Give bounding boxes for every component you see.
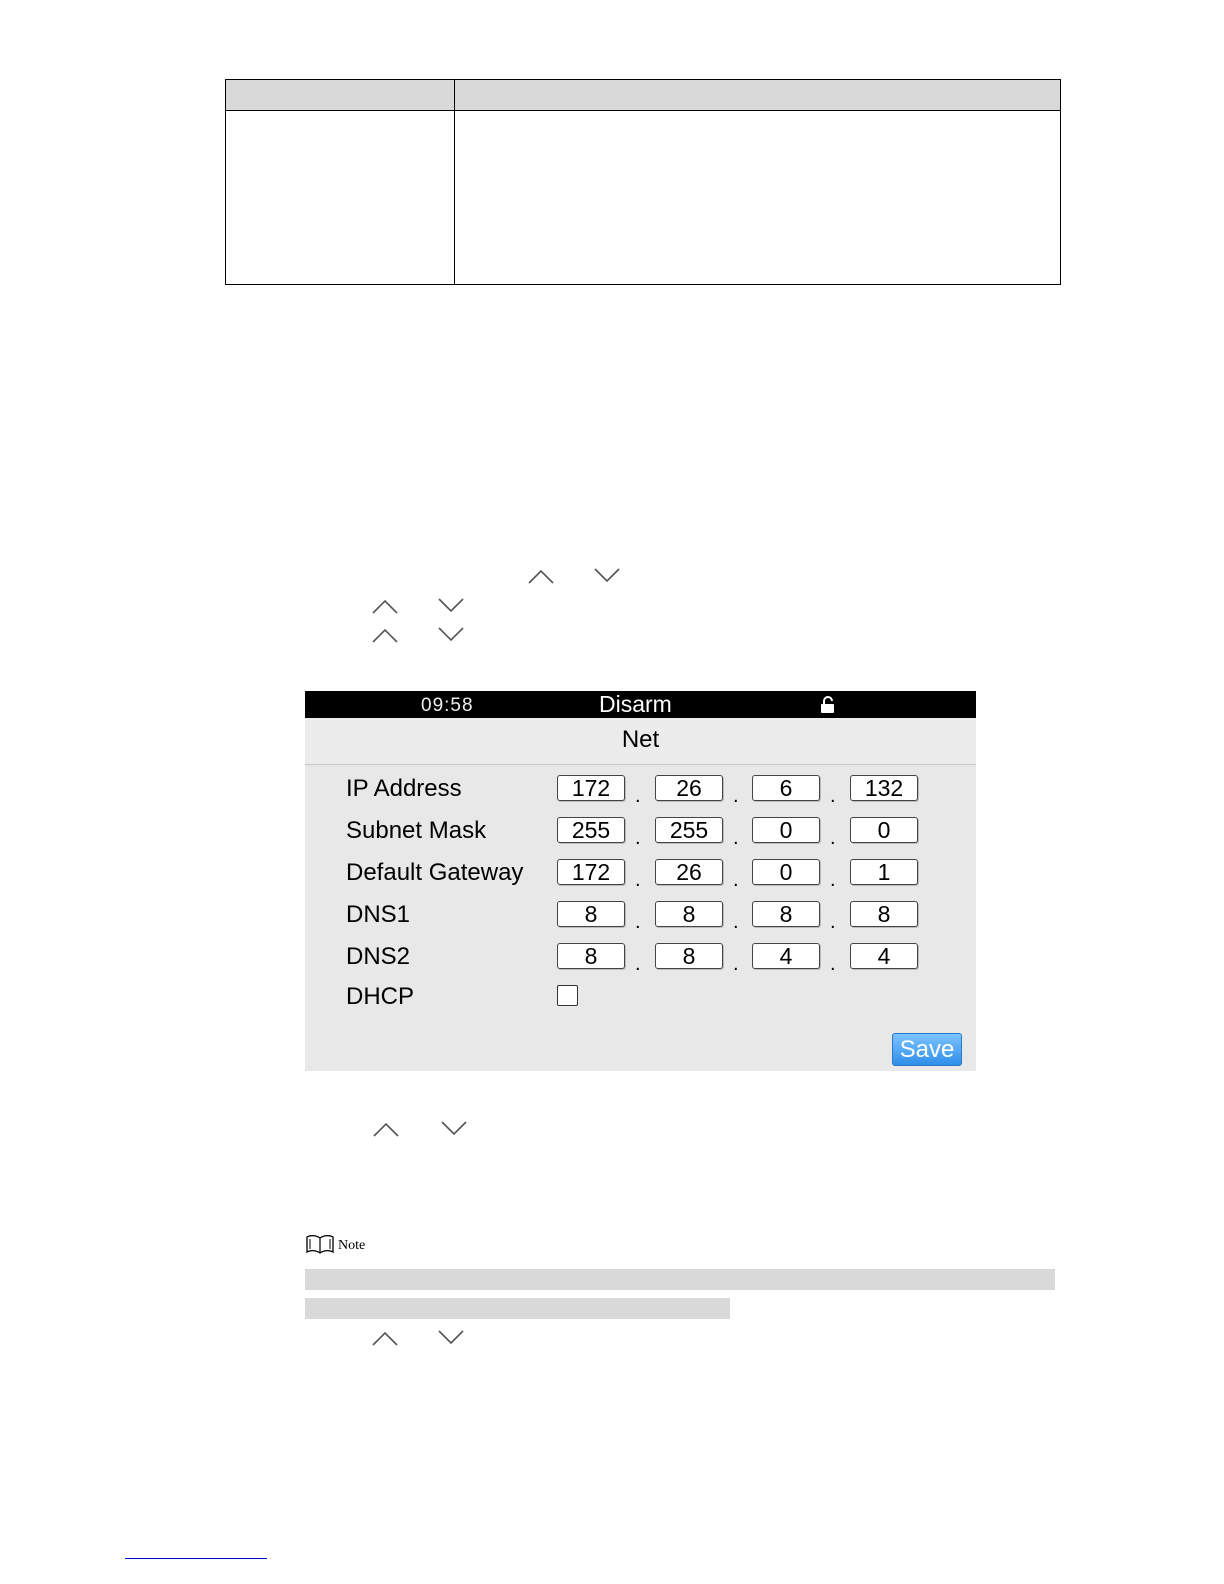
save-button[interactable]: Save: [892, 1033, 962, 1066]
chevron-down-icon: [437, 597, 465, 615]
status-time: 09:58: [421, 695, 474, 716]
dns2-octet-2-field[interactable]: 8: [655, 943, 723, 969]
octet-separator-dot: .: [635, 911, 641, 933]
note-highlight-line: [305, 1269, 1055, 1290]
default-gateway-octet-1-field[interactable]: 172: [557, 859, 625, 885]
chevron-down-icon: [437, 626, 465, 644]
dns2-label: DNS2: [346, 943, 411, 970]
dns1-octet-3-field[interactable]: 8: [752, 901, 820, 927]
dns2-octet-3-field[interactable]: 4: [752, 943, 820, 969]
book-icon: [305, 1234, 335, 1254]
chevron-up-icon: [371, 626, 399, 644]
footnote-separator: [125, 1558, 267, 1559]
ip-address-label: IP Address: [346, 775, 462, 802]
octet-separator-dot: .: [733, 869, 739, 891]
net-settings-screen: [305, 691, 976, 1071]
dhcp-checkbox[interactable]: [557, 985, 578, 1006]
default-gateway-octet-2-field[interactable]: 26: [655, 859, 723, 885]
octet-separator-dot: .: [733, 827, 739, 849]
screen-title: Net: [305, 718, 976, 765]
note-label: Note: [338, 1238, 366, 1253]
octet-separator-dot: .: [830, 869, 836, 891]
chevron-up-icon: [527, 567, 555, 585]
dns2-octet-1-field[interactable]: 8: [557, 943, 625, 969]
octet-separator-dot: .: [635, 785, 641, 807]
octet-separator-dot: .: [733, 785, 739, 807]
status-mode: Disarm: [599, 691, 672, 717]
subnet-mask-octet-1-field[interactable]: 255: [557, 817, 625, 843]
octet-separator-dot: .: [830, 785, 836, 807]
dns1-octet-1-field[interactable]: 8: [557, 901, 625, 927]
parameter-table: [225, 79, 1061, 285]
dns1-octet-4-field[interactable]: 8: [850, 901, 918, 927]
chevron-up-icon: [371, 1329, 399, 1347]
octet-separator-dot: .: [830, 953, 836, 975]
octet-separator-dot: .: [733, 953, 739, 975]
subnet-mask-octet-3-field[interactable]: 0: [752, 817, 820, 843]
table-header-row: [226, 80, 1060, 111]
octet-separator-dot: .: [635, 869, 641, 891]
ip-address-octet-1-field[interactable]: 172: [557, 775, 625, 801]
chevron-down-icon: [437, 1329, 465, 1347]
octet-separator-dot: .: [830, 911, 836, 933]
ip-address-octet-4-field[interactable]: 132: [850, 775, 918, 801]
default-gateway-octet-4-field[interactable]: 1: [850, 859, 918, 885]
subnet-mask-octet-4-field[interactable]: 0: [850, 817, 918, 843]
default-gateway-label: Default Gateway: [346, 859, 524, 886]
chevron-up-icon: [371, 597, 399, 615]
chevron-up-icon: [372, 1120, 400, 1138]
subnet-mask-octet-2-field[interactable]: 255: [655, 817, 723, 843]
ip-address-octet-3-field[interactable]: 6: [752, 775, 820, 801]
note-highlight-line: [305, 1298, 730, 1319]
dns1-label: DNS1: [346, 901, 411, 928]
table-column-divider: [454, 80, 455, 284]
octet-separator-dot: .: [635, 953, 641, 975]
unlock-icon: [820, 696, 836, 714]
dhcp-label: DHCP: [346, 983, 415, 1010]
chevron-down-icon: [593, 567, 621, 585]
ip-address-octet-2-field[interactable]: 26: [655, 775, 723, 801]
chevron-down-icon: [440, 1120, 468, 1138]
dns1-octet-2-field[interactable]: 8: [655, 901, 723, 927]
default-gateway-octet-3-field[interactable]: 0: [752, 859, 820, 885]
subnet-mask-label: Subnet Mask: [346, 817, 487, 844]
status-bar: [305, 691, 976, 718]
octet-separator-dot: .: [635, 827, 641, 849]
octet-separator-dot: .: [830, 827, 836, 849]
dns2-octet-4-field[interactable]: 4: [850, 943, 918, 969]
octet-separator-dot: .: [733, 911, 739, 933]
